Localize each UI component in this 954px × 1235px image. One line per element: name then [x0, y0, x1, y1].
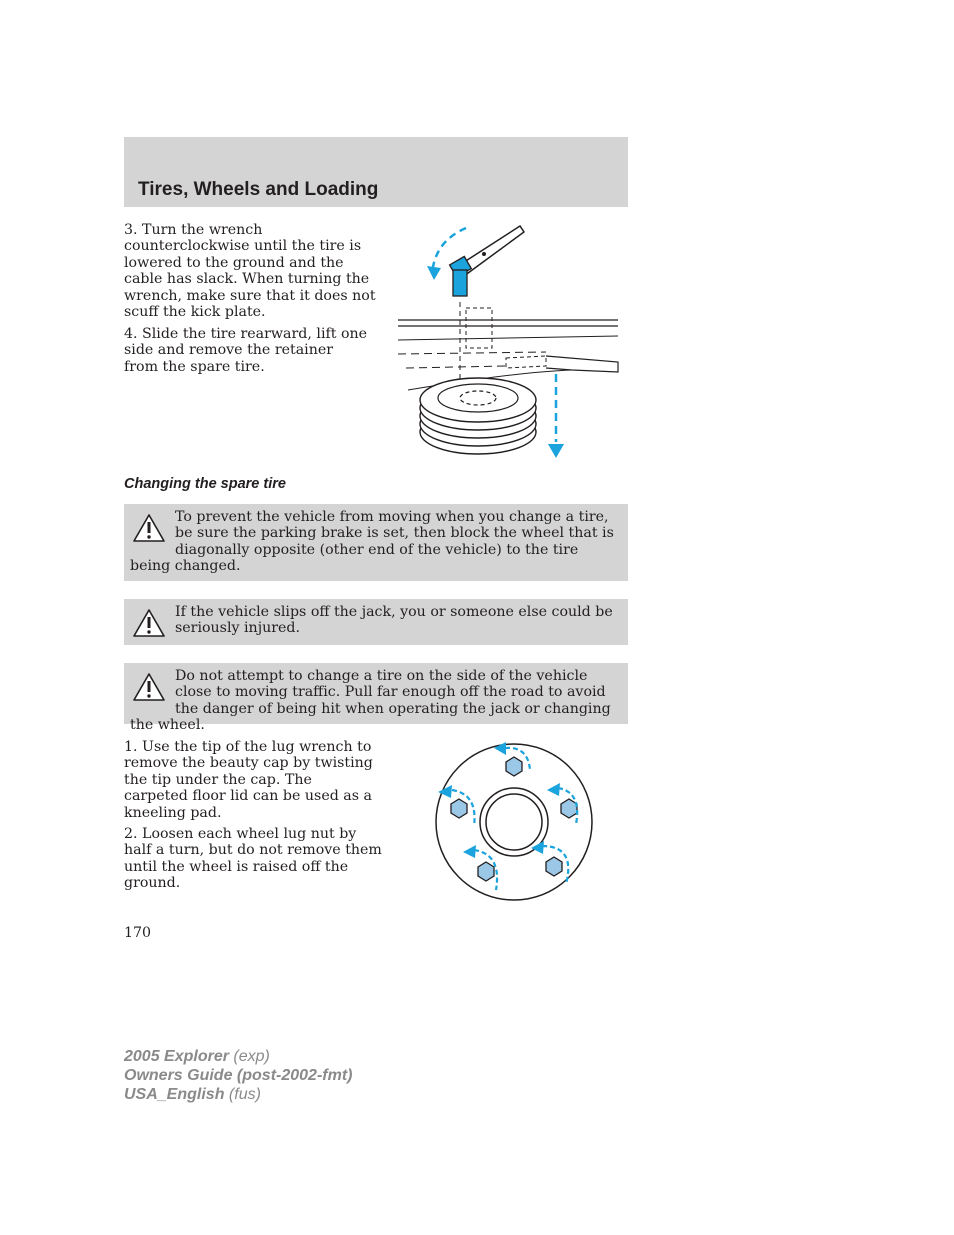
section-header-band [124, 137, 628, 207]
footer-line-2: Owners Guide (post-2002-fmt) [124, 1067, 353, 1084]
spare-tire-lowering-illustration [396, 222, 622, 462]
subheading-changing-spare-tire: Changing the spare tire [124, 476, 286, 492]
warning-text-parking-brake: To prevent the vehicle from moving when you change a tire, be sure the parking brake is set, then block the wheel that is diagonally opposite (other end of the vehicle) to the tire being changed. [130, 509, 614, 575]
warning-box-jack-slip [124, 599, 628, 645]
step-4-text: 4. Slide the tire rearward, lift one side and remove the retainer from the spare tire. [124, 326, 368, 375]
section-title: Tires, Wheels and Loading [138, 179, 379, 200]
footer-line-3: USA_English (fus) [124, 1086, 261, 1103]
warning-box-traffic [124, 663, 628, 734]
step-1-text: 1. Use the tip of the lug wrench to remove the beauty cap by twisting the tip under the cap. The carpeted floor lid can be used as a kneeling pad. [124, 739, 373, 821]
warning-triangle-icon [132, 513, 166, 543]
warning-box-parking-brake [124, 504, 628, 581]
warning-triangle-icon [132, 608, 166, 638]
warning-text-jack-slip: If the vehicle slips off the jack, you or someone else could be seriously injured. [175, 604, 613, 637]
step-2-text: 2. Loosen each wheel lug nut by half a turn, but do not remove them until the wheel is raised off the ground. [124, 826, 382, 892]
page-number: 170 [124, 925, 152, 941]
step-3-text: 3. Turn the wrench counterclockwise until the tire is lowered to the ground and the cable has slack. When turning the wrench, make sure that it does not scuff the kick plate. [124, 222, 376, 321]
document-footer [124, 1047, 352, 1104]
warning-triangle-icon [132, 672, 166, 702]
footer-line-1: 2005 Explorer (exp) [124, 1048, 270, 1065]
wheel-lug-nut-illustration [430, 738, 600, 906]
warning-text-traffic: Do not attempt to change a tire on the side of the vehicle close to moving traffic. Pull far enough off the road to avoid the danger of being hit when operating the jack or changing the wheel. [130, 668, 611, 734]
